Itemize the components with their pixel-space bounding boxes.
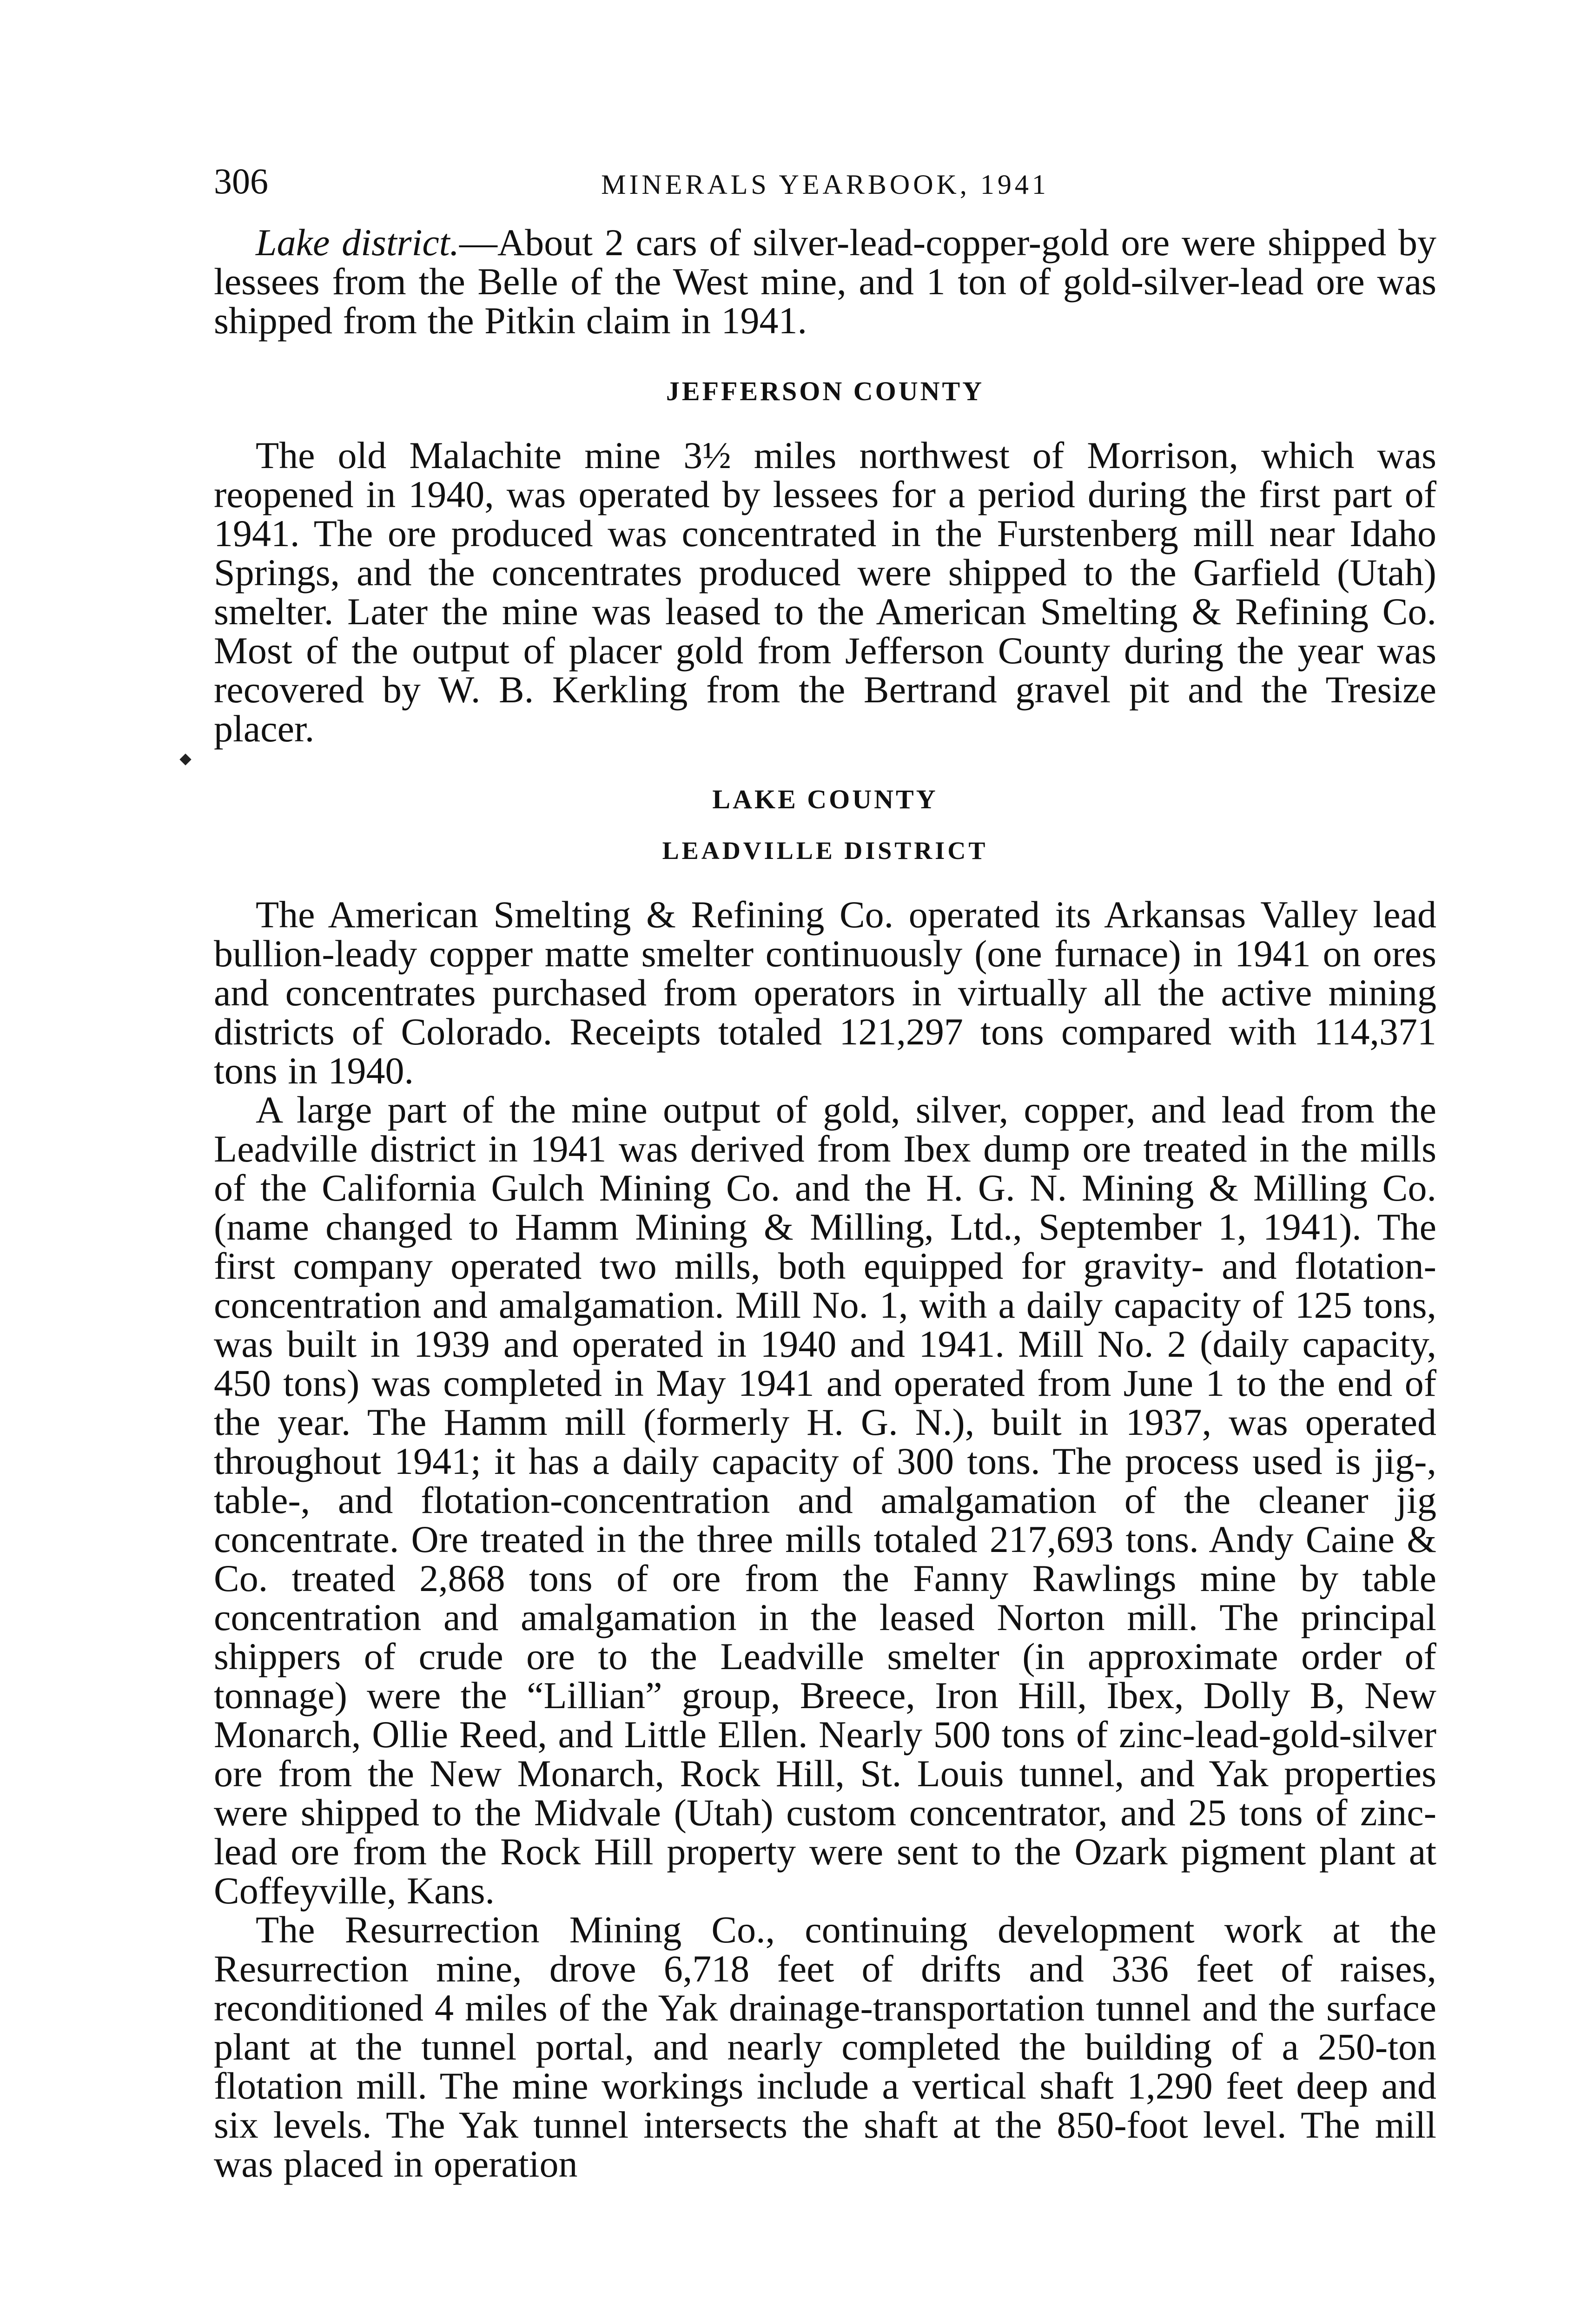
lake-district-run-in-head: Lake district. [256,221,460,264]
lake-county-heading: LAKE COUNTY [712,784,938,814]
leadville-smelter-paragraph: The American Smelting & Refining Co. operated its Arkansas Valley lead bullion-leady copper matte smelter continuously (one furnace) in 1941 on ores and concentrates purchased from operators in virtually all the active mining districts of Colorado. Receipts totaled 121,297 tons compared with 114,371 tons in 1940. [214,893,1436,1092]
document-page [214,158,1436,2184]
jefferson-county-heading: JEFFERSON COUNTY [666,376,985,406]
resurrection-mining-paragraph: The Resurrection Mining Co., continuing development work at the Resurrection mine, drove 6,718 feet of drifts and 336 feet of raises, reconditioned 4 miles of the Yak drainage-transportation tunnel and the surface plant at the tunnel portal, and nearly completed the building of a 250-ton flotation mill. The mine workings include a vertical shaft 1,290 feet deep and six levels. The Yak tunnel intersects the shaft at the 850-foot level. The mill was placed in operation [214,1908,1436,2185]
running-head [214,158,1436,209]
lake-district-paragraph [214,223,1436,340]
margin-mark [179,753,191,765]
jefferson-county-paragraph: The old Malachite mine 3½ miles northwest of Morrison, which was reopened in 1940, was operated by lessees for a period during the first part of 1941. The ore produced was concentrated in the Furstenberg mill near Idaho Springs, and the concentrates produced were shipped to the Garfield (Utah) smelter. Later the mine was leased to the American Smelting & Refining Co. Most of the output of placer gold from Jefferson County during the year was recovered by W. B. Kerkling from the Bertrand gravel pit and the Tresize placer. [214,434,1436,750]
leadville-mills-paragraph: A large part of the mine output of gold, silver, copper, and lead from the Leadville district in 1941 was derived from Ibex dump ore treated in the mills of the California Gulch Mining Co. and the H. G. N. Mining & Milling Co. (name changed to Hamm Mining & Milling, Ltd., September 1, 1941). The first company operated two mills, both equipped for gravity- and flotation-concentration and amalgamation. Mill No. 1, with a daily capacity of 125 tons, was built in 1939 and operated in 1940 and 1941. Mill No. 2 (daily capacity, 450 tons) was completed in May 1941 and operated from June 1 to the end of the year. The Hamm mill (formerly H. G. N.), built in 1937, was operated throughout 1941; it has a daily capacity of 300 tons. The process used is jig-, table-, and flotation-concentration and amalgamation of the cleaner jig concentrate. Ore treated in the three mills totaled 217,693 tons. Andy Caine & Co. treated 2,868 tons of ore from the Fanny Rawlings mine by table concentration and amalgamation in the leased Norton mill. The principal shippers of crude ore to the Leadville smelter (in approximate order of tonnage) were the “Lillian” group, Breece, Iron Hill, Ibex, Dolly B, New Monarch, Ollie Reed, and Little Ellen. Nearly 500 tons of zinc-lead-gold-silver ore from the New Monarch, Rock Hill, St. Louis tunnel, and Yak properties were shipped to the Midvale (Utah) custom concentrator, and 25 tons of zinc-lead ore from the Rock Hill property were sent to the Ozark pigment plant at Coffeyville, Kans. [214,1089,1436,1912]
leadville-district-heading: LEADVILLE DISTRICT [662,837,988,865]
lake-district-text: —About 2 cars of silver-lead-copper-gold ore were shipped by lessees from the Belle of the West mine, and 1 ton of gold-silver-lead ore was shipped from the Pitkin claim in 1941. [214,221,1436,342]
page-number: 306 [214,161,268,201]
running-title: MINERALS YEARBOOK, 1941 [601,169,1049,200]
